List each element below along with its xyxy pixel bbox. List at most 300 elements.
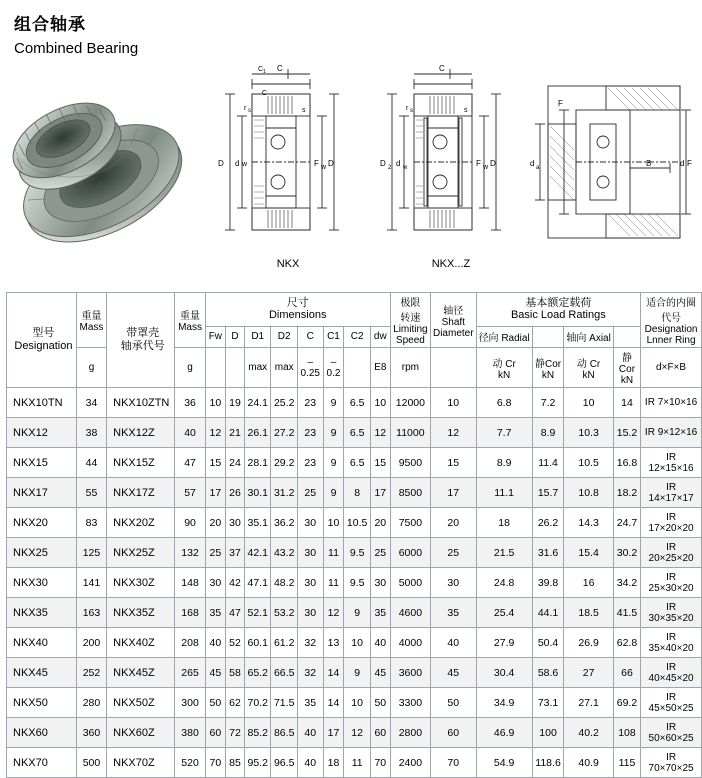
cell-cor_r: 44.1 — [532, 598, 564, 628]
cell-Fw: 20 — [205, 508, 225, 538]
cell-C2: 8 — [344, 478, 370, 508]
th-load-cor-axial — [613, 326, 640, 347]
cell-mass2: 36 — [175, 388, 205, 418]
cell-D1: 65.2 — [244, 658, 270, 688]
svg-text:C: C — [439, 64, 445, 73]
cell-D2: 86.5 — [271, 718, 297, 748]
cell-cr_r: 30.4 — [476, 658, 532, 688]
cell-cr_a: 40.9 — [564, 748, 613, 778]
cell-dw: 30 — [370, 568, 390, 598]
cell-cor_r: 15.7 — [532, 478, 564, 508]
cell-cr_a: 40.2 — [564, 718, 613, 748]
svg-text:s: s — [302, 107, 306, 114]
cell-D2: 36.2 — [271, 508, 297, 538]
cell-D2: 27.2 — [271, 418, 297, 448]
cell-speed: 3600 — [390, 658, 430, 688]
cell-mass2: 132 — [175, 538, 205, 568]
cell-cr_a: 27.1 — [564, 688, 613, 718]
cell-mass1: 34 — [76, 388, 106, 418]
cell-shaft: 35 — [430, 598, 476, 628]
cell-designation: NKX45 — [7, 658, 77, 688]
cell-C: 23 — [297, 388, 323, 418]
th-ring-unit: d×F×B — [641, 348, 702, 388]
cell-ring: IR 70×70×25 — [641, 748, 702, 778]
cell-cr_r: 27.9 — [476, 628, 532, 658]
cell-cor_a: 66 — [613, 658, 640, 688]
cell-cor_r: 100 — [532, 718, 564, 748]
cell-cr_r: 21.5 — [476, 538, 532, 568]
cell-mass1: 163 — [76, 598, 106, 628]
cell-C1: 17 — [323, 718, 344, 748]
cell-D2: 66.5 — [271, 658, 297, 688]
svg-text:.: . — [274, 66, 276, 73]
th-dim-c: C — [297, 326, 323, 347]
cell-cr_a: 27 — [564, 658, 613, 688]
svg-text:F: F — [687, 159, 692, 168]
cell-ring: IR 7×10×16 — [641, 388, 702, 418]
cell-cor_a: 16.8 — [613, 448, 640, 478]
table-row — [7, 418, 702, 448]
cell-Fw: 30 — [205, 568, 225, 598]
cell-cr_r: 46.9 — [476, 718, 532, 748]
svg-text:F: F — [476, 159, 481, 168]
cell-mass2: 57 — [175, 478, 205, 508]
cell-cr_a: 16 — [564, 568, 613, 598]
cell-D1: 30.1 — [244, 478, 270, 508]
svg-text:r: r — [406, 105, 409, 112]
th-ring: 适合的内圈 代号 Designation Lnner Ring — [641, 293, 702, 348]
cell-D1: 70.2 — [244, 688, 270, 718]
cell-Fw: 35 — [205, 598, 225, 628]
cell-cor_r: 7.2 — [532, 388, 564, 418]
svg-text:d: d — [680, 159, 685, 168]
cell-speed: 6000 — [390, 538, 430, 568]
cell-Fw: 12 — [205, 418, 225, 448]
cell-cor_a: 30.2 — [613, 538, 640, 568]
cell-ring: IR 35×40×20 — [641, 628, 702, 658]
cell-shaft: 15 — [430, 448, 476, 478]
cell-designation: NKX40 — [7, 628, 77, 658]
cell-dw: 40 — [370, 628, 390, 658]
cell-mass1: 44 — [76, 448, 106, 478]
cell-C1: 10 — [323, 508, 344, 538]
cell-Fw: 40 — [205, 628, 225, 658]
cell-cor_a: 41.5 — [613, 598, 640, 628]
th-d-tol — [226, 348, 245, 388]
cell-shaft: 70 — [430, 748, 476, 778]
cell-D1: 60.1 — [244, 628, 270, 658]
th-load3-sub: 静Cor kN — [613, 348, 640, 388]
cell-C2: 9.5 — [344, 538, 370, 568]
cell-ring: IR 40×45×20 — [641, 658, 702, 688]
svg-text:2: 2 — [388, 165, 392, 171]
cell-Fw: 50 — [205, 688, 225, 718]
th-speed: 极限 转速 Limiting Speed — [390, 293, 430, 348]
svg-text:.: . — [280, 77, 282, 84]
cell-D1: 26.1 — [244, 418, 270, 448]
cell-code: NKX45Z — [107, 658, 175, 688]
figure-nkx — [218, 62, 348, 262]
cell-cor_a: 62.8 — [613, 628, 640, 658]
cell-cr_a: 10.3 — [564, 418, 613, 448]
svg-text:C: C — [258, 66, 264, 73]
cell-speed: 4000 — [390, 628, 430, 658]
cell-Fw: 25 — [205, 538, 225, 568]
cell-cor_a: 108 — [613, 718, 640, 748]
cell-shaft: 17 — [430, 478, 476, 508]
cell-speed: 4600 — [390, 598, 430, 628]
cell-ring: IR 25×30×20 — [641, 568, 702, 598]
cell-C2: 11 — [344, 748, 370, 778]
cell-cr_r: 8.9 — [476, 448, 532, 478]
th-loads: 基本额定载荷 Basic Load Ratings — [476, 293, 641, 327]
cell-code: NKX30Z — [107, 568, 175, 598]
specification-table — [6, 292, 702, 778]
cell-cor_a: 14 — [613, 388, 640, 418]
figure-nkxz-caption: NKX...Z — [431, 258, 471, 270]
cell-designation: NKX60 — [7, 718, 77, 748]
cell-C2: 6.5 — [344, 418, 370, 448]
th-shaft-unit — [430, 348, 476, 388]
cell-D: 42 — [226, 568, 245, 598]
cell-mass1: 83 — [76, 508, 106, 538]
th-load-cr-radial: 径向 Radial — [476, 326, 532, 347]
cell-ring: IR 20×25×20 — [641, 538, 702, 568]
cell-speed: 7500 — [390, 508, 430, 538]
cell-D: 30 — [226, 508, 245, 538]
cell-D2: 61.2 — [271, 628, 297, 658]
cell-designation: NKX17 — [7, 478, 77, 508]
cell-ring: IR 17×20×20 — [641, 508, 702, 538]
cell-D2: 48.2 — [271, 568, 297, 598]
th-dimensions: 尺寸 Dimensions — [205, 293, 390, 327]
cell-C: 32 — [297, 658, 323, 688]
cell-designation: NKX25 — [7, 538, 77, 568]
cell-code: NKX17Z — [107, 478, 175, 508]
cell-D2: 29.2 — [271, 448, 297, 478]
cell-C2: 10 — [344, 628, 370, 658]
cell-C2: 10 — [344, 688, 370, 718]
cell-D2: 43.2 — [271, 538, 297, 568]
th-c-tol: –0.25 — [297, 348, 323, 388]
cell-D: 21 — [226, 418, 245, 448]
th-load-cor-radial — [532, 326, 564, 347]
cell-C1: 18 — [323, 748, 344, 778]
th-dim-fw: Fw — [205, 326, 225, 347]
svg-text:w: w — [242, 161, 248, 168]
cell-shaft: 45 — [430, 658, 476, 688]
table-row — [7, 388, 702, 418]
cell-cr_a: 10 — [564, 388, 613, 418]
cell-code: NKX40Z — [107, 628, 175, 658]
cell-C1: 14 — [323, 688, 344, 718]
cell-cor_a: 15.2 — [613, 418, 640, 448]
cell-cr_r: 7.7 — [476, 418, 532, 448]
svg-text:d: d — [235, 159, 240, 168]
cell-shaft: 10 — [430, 388, 476, 418]
cell-D1: 35.1 — [244, 508, 270, 538]
cell-shaft: 60 — [430, 718, 476, 748]
cell-speed: 12000 — [390, 388, 430, 418]
cell-shaft: 20 — [430, 508, 476, 538]
cell-speed: 2800 — [390, 718, 430, 748]
figure-mounting — [530, 72, 695, 252]
cell-C: 35 — [297, 688, 323, 718]
cell-cr_r: 6.8 — [476, 388, 532, 418]
cell-cr_a: 14.3 — [564, 508, 613, 538]
svg-text:C: C — [262, 90, 268, 97]
svg-text:D: D — [218, 159, 224, 168]
th-dim-d1: D1 — [244, 326, 270, 347]
cell-Fw: 45 — [205, 658, 225, 688]
th-dim-c1: C1 — [323, 326, 344, 347]
svg-text:s: s — [248, 108, 251, 114]
th-c2-tol — [344, 348, 370, 388]
cell-cor_a: 24.7 — [613, 508, 640, 538]
cell-ring: IR 9×12×16 — [641, 418, 702, 448]
cell-cr_a: 10.5 — [564, 448, 613, 478]
cell-C2: 9 — [344, 658, 370, 688]
cell-code: NKX15Z — [107, 448, 175, 478]
svg-text:s: s — [410, 108, 413, 114]
svg-text:D: D — [380, 159, 386, 168]
cell-ring: IR 30×35×20 — [641, 598, 702, 628]
th-code: 带罩壳 轴承代号 — [107, 293, 175, 388]
cell-D: 85 — [226, 748, 245, 778]
cell-ring: IR 50×60×25 — [641, 718, 702, 748]
cell-shaft: 12 — [430, 418, 476, 448]
table-row — [7, 448, 702, 478]
svg-text:F: F — [314, 159, 319, 168]
svg-text:s: s — [464, 107, 468, 114]
cell-Fw: 17 — [205, 478, 225, 508]
cell-Fw: 60 — [205, 718, 225, 748]
cell-speed: 3300 — [390, 688, 430, 718]
th-dim-d2: D2 — [271, 326, 297, 347]
cell-code: NKX10ZTN — [107, 388, 175, 418]
th-mass2: 重量 Mass — [175, 293, 205, 348]
cell-cor_a: 69.2 — [613, 688, 640, 718]
th-speed-unit: rpm — [390, 348, 430, 388]
cell-C: 30 — [297, 508, 323, 538]
cell-mass2: 300 — [175, 688, 205, 718]
cell-Fw: 10 — [205, 388, 225, 418]
cell-C1: 12 — [323, 598, 344, 628]
cell-D1: 85.2 — [244, 718, 270, 748]
cell-D1: 52.1 — [244, 598, 270, 628]
cell-cor_r: 31.6 — [532, 538, 564, 568]
cell-code: NKX25Z — [107, 538, 175, 568]
th-dim-d: D — [226, 326, 245, 347]
th-fw-tol — [205, 348, 225, 388]
cell-C1: 9 — [323, 478, 344, 508]
svg-text:d: d — [530, 159, 535, 168]
cell-D2: 71.5 — [271, 688, 297, 718]
table-body — [7, 388, 702, 778]
cell-C1: 9 — [323, 448, 344, 478]
cell-mass1: 55 — [76, 478, 106, 508]
cell-cr_a: 15.4 — [564, 538, 613, 568]
cell-cor_a: 115 — [613, 748, 640, 778]
cell-C: 23 — [297, 448, 323, 478]
cell-mass1: 125 — [76, 538, 106, 568]
svg-text:w: w — [321, 164, 327, 171]
cell-C: 30 — [297, 598, 323, 628]
th-mass1-unit: g — [76, 348, 106, 388]
cell-mass1: 360 — [76, 718, 106, 748]
th-d1-tol: max — [244, 348, 270, 388]
svg-text:d: d — [396, 159, 401, 168]
th-c1-tol: –0.2 — [323, 348, 344, 388]
cell-mass2: 90 — [175, 508, 205, 538]
cell-ring: IR 14×17×17 — [641, 478, 702, 508]
cell-dw: 12 — [370, 418, 390, 448]
cell-D: 19 — [226, 388, 245, 418]
cell-shaft: 50 — [430, 688, 476, 718]
th-designation: 型号 Designation — [7, 293, 77, 388]
page-title-zh: 组合轴承 — [14, 15, 86, 34]
th-mass1: 重量 Mass — [76, 293, 106, 348]
cell-cor_r: 50.4 — [532, 628, 564, 658]
cell-C1: 9 — [323, 418, 344, 448]
cell-cr_a: 26.9 — [564, 628, 613, 658]
cell-ring: IR 45×50×25 — [641, 688, 702, 718]
cell-D: 26 — [226, 478, 245, 508]
cell-C1: 11 — [323, 568, 344, 598]
cell-D: 52 — [226, 628, 245, 658]
cell-mass1: 252 — [76, 658, 106, 688]
cell-dw: 17 — [370, 478, 390, 508]
table-row — [7, 658, 702, 688]
cell-C1: 11 — [323, 538, 344, 568]
figure-nkx-caption: NKX — [276, 258, 300, 270]
cell-cor_a: 18.2 — [613, 478, 640, 508]
cell-C1: 9 — [323, 388, 344, 418]
cell-cr_r: 24.8 — [476, 568, 532, 598]
cell-C2: 10.5 — [344, 508, 370, 538]
cell-shaft: 25 — [430, 538, 476, 568]
cell-dw: 25 — [370, 538, 390, 568]
cell-designation: NKX35 — [7, 598, 77, 628]
cell-designation: NKX20 — [7, 508, 77, 538]
svg-text:w: w — [483, 164, 489, 171]
cell-D1: 47.1 — [244, 568, 270, 598]
cell-dw: 35 — [370, 598, 390, 628]
cell-cr_r: 54.9 — [476, 748, 532, 778]
cell-speed: 2400 — [390, 748, 430, 778]
cell-cr_a: 10.8 — [564, 478, 613, 508]
cell-D1: 24.1 — [244, 388, 270, 418]
table-row — [7, 508, 702, 538]
cell-C2: 6.5 — [344, 448, 370, 478]
svg-text:r: r — [244, 105, 247, 112]
cell-shaft: 30 — [430, 568, 476, 598]
cell-D2: 96.5 — [271, 748, 297, 778]
cell-C: 25 — [297, 478, 323, 508]
th-dw-tol: E8 — [370, 348, 390, 388]
svg-text:w: w — [403, 165, 408, 171]
cell-C2: 9.5 — [344, 568, 370, 598]
table-row — [7, 628, 702, 658]
th-load1-sub: 静Cor kN — [532, 348, 564, 388]
table-row — [7, 538, 702, 568]
cell-designation: NKX10TN — [7, 388, 77, 418]
cell-code: NKX12Z — [107, 418, 175, 448]
cell-dw: 20 — [370, 508, 390, 538]
cell-mass1: 500 — [76, 748, 106, 778]
svg-text:D: D — [328, 159, 334, 168]
cell-D: 62 — [226, 688, 245, 718]
cell-C2: 9 — [344, 598, 370, 628]
svg-text:1: 1 — [263, 69, 266, 75]
cell-mass1: 280 — [76, 688, 106, 718]
cell-ring: IR 12×15×16 — [641, 448, 702, 478]
cell-mass2: 520 — [175, 748, 205, 778]
cell-D: 24 — [226, 448, 245, 478]
cell-designation: NKX12 — [7, 418, 77, 448]
th-load2-sub: 动 Cr kN — [564, 348, 613, 388]
svg-text:F: F — [558, 99, 563, 108]
table-row — [7, 718, 702, 748]
cell-speed: 5000 — [390, 568, 430, 598]
cell-mass2: 265 — [175, 658, 205, 688]
cell-designation: NKX70 — [7, 748, 77, 778]
cell-code: NKX35Z — [107, 598, 175, 628]
th-dim-dw: dw — [370, 326, 390, 347]
cell-C2: 6.5 — [344, 388, 370, 418]
cell-cor_r: 73.1 — [532, 688, 564, 718]
cell-mass1: 38 — [76, 418, 106, 448]
th-load-cr-axial: 轴向 Axial — [564, 326, 613, 347]
cell-mass2: 148 — [175, 568, 205, 598]
cell-D1: 42.1 — [244, 538, 270, 568]
svg-text:D: D — [490, 159, 496, 168]
cell-D2: 25.2 — [271, 388, 297, 418]
cell-cor_r: 118.6 — [532, 748, 564, 778]
cell-C: 30 — [297, 538, 323, 568]
cell-Fw: 70 — [205, 748, 225, 778]
cell-D: 58 — [226, 658, 245, 688]
cell-cr_a: 18.5 — [564, 598, 613, 628]
cell-D: 47 — [226, 598, 245, 628]
cell-D2: 53.2 — [271, 598, 297, 628]
cell-D2: 31.2 — [271, 478, 297, 508]
cell-cr_r: 18 — [476, 508, 532, 538]
cell-cor_r: 39.8 — [532, 568, 564, 598]
cell-C1: 14 — [323, 658, 344, 688]
svg-text:a: a — [536, 165, 540, 171]
cell-mass2: 208 — [175, 628, 205, 658]
cell-mass1: 141 — [76, 568, 106, 598]
cell-dw: 45 — [370, 658, 390, 688]
table-row — [7, 568, 702, 598]
th-d2-tol: max — [271, 348, 297, 388]
cell-dw: 15 — [370, 448, 390, 478]
cell-mass2: 40 — [175, 418, 205, 448]
cell-cr_r: 25.4 — [476, 598, 532, 628]
cell-C1: 13 — [323, 628, 344, 658]
cell-speed: 11000 — [390, 418, 430, 448]
cell-mass2: 47 — [175, 448, 205, 478]
th-mass2-unit: g — [175, 348, 205, 388]
cell-cor_a: 34.2 — [613, 568, 640, 598]
cell-mass1: 200 — [76, 628, 106, 658]
cell-shaft: 40 — [430, 628, 476, 658]
svg-text:B: B — [646, 159, 652, 168]
cell-designation: NKX30 — [7, 568, 77, 598]
cell-C: 40 — [297, 748, 323, 778]
product-photo — [8, 80, 203, 260]
